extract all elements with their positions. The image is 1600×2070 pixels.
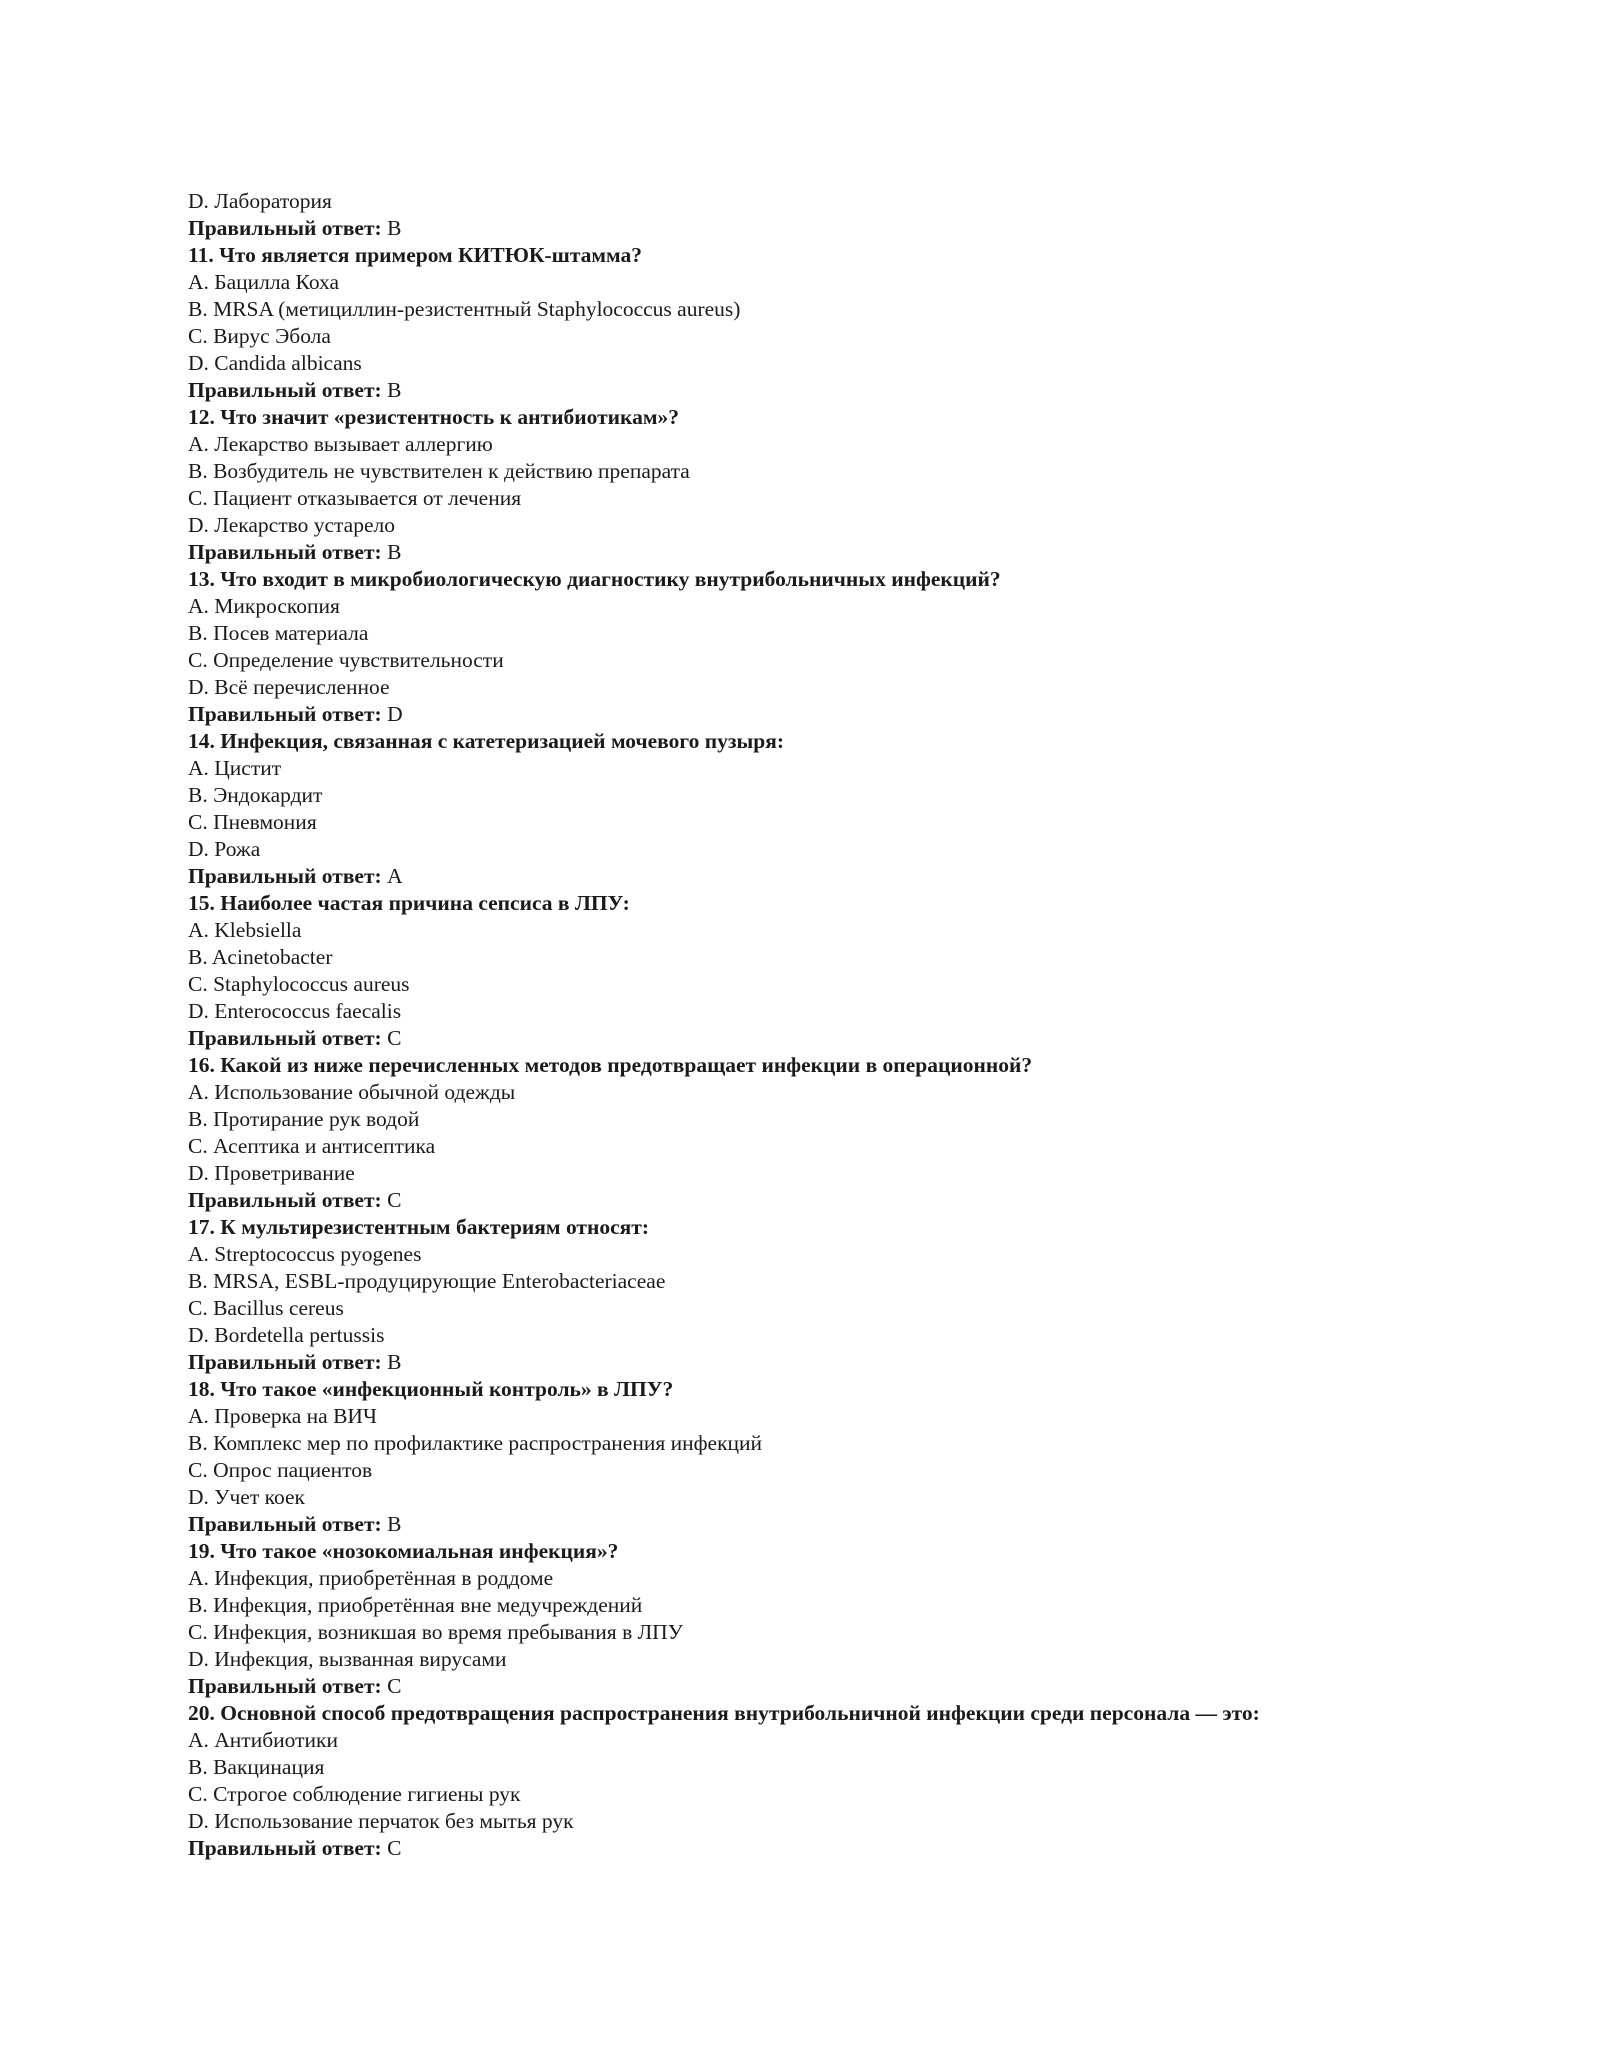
answer-label: Правильный ответ: bbox=[188, 216, 382, 240]
option-line: B. MRSA (метициллин-резистентный Staphylococcus aureus) bbox=[188, 297, 741, 321]
question-block bbox=[188, 890, 1468, 1052]
answer-line bbox=[188, 539, 1468, 566]
option-line: C. Пациент отказывается от лечения bbox=[188, 486, 522, 510]
answer-line bbox=[188, 377, 1468, 404]
answer-value: C bbox=[387, 1836, 402, 1860]
question-text: 19. Что такое «нозокомиальная инфекция»? bbox=[188, 1539, 619, 1563]
option-line: A. Бацилла Коха bbox=[188, 270, 340, 294]
option-line: D. Проветривание bbox=[188, 1161, 355, 1185]
answer-value: C bbox=[387, 1026, 402, 1050]
answer-value: B bbox=[387, 1512, 402, 1536]
answer-label: Правильный ответ: bbox=[188, 1674, 382, 1698]
question-text: 13. Что входит в микробиологическую диагностику внутрибольничных инфекций? bbox=[188, 567, 1001, 591]
question-block bbox=[188, 404, 1468, 566]
option-line: B. MRSA, ESBL-продуцирующие Enterobacteriaceae bbox=[188, 1269, 666, 1293]
question-list bbox=[188, 242, 1468, 1862]
answer-label: Правильный ответ: bbox=[188, 864, 382, 888]
answer-value: A bbox=[387, 864, 403, 888]
question-text: 14. Инфекция, связанная с катетеризацией мочевого пузыря: bbox=[188, 729, 785, 753]
answer-value: D bbox=[387, 702, 403, 726]
option-line: A. Инфекция, приобретённая в роддоме bbox=[188, 1566, 554, 1590]
question-text: 12. Что значит «резистентность к антибиотикам»? bbox=[188, 405, 680, 429]
question-block bbox=[188, 1700, 1468, 1862]
question-block bbox=[188, 728, 1468, 890]
answer-line bbox=[188, 1835, 1468, 1862]
option-line: D. Bordetella pertussis bbox=[188, 1323, 385, 1347]
option-line: C. Вирус Эбола bbox=[188, 324, 331, 348]
option-line: A. Использование обычной одежды bbox=[188, 1080, 516, 1104]
option-line: D. Enterococcus faecalis bbox=[188, 999, 402, 1023]
option-line: B. Вакцинация bbox=[188, 1755, 325, 1779]
question-block bbox=[188, 1376, 1468, 1538]
option-line: A. Микроскопия bbox=[188, 594, 340, 618]
option-line: B. Возбудитель не чувствителен к действию препарата bbox=[188, 459, 690, 483]
option-line: B. Комплекс мер по профилактике распространения инфекций bbox=[188, 1431, 763, 1455]
option-line: A. Проверка на ВИЧ bbox=[188, 1404, 377, 1428]
option-line: D. Учет коек bbox=[188, 1485, 305, 1509]
option-line: C. Строгое соблюдение гигиены рук bbox=[188, 1782, 521, 1806]
option-line: B. Посев материала bbox=[188, 621, 369, 645]
question-block bbox=[188, 566, 1468, 728]
option-line: C. Bacillus cereus bbox=[188, 1296, 344, 1320]
question-text: 17. К мультирезистентным бактериям относят: bbox=[188, 1215, 650, 1239]
answer-line bbox=[188, 1187, 1468, 1214]
answer-label: Правильный ответ: bbox=[188, 540, 382, 564]
option-line: B. Протирание рук водой bbox=[188, 1107, 420, 1131]
document-page bbox=[188, 188, 1468, 1862]
question-text: 16. Какой из ниже перечисленных методов предотвращает инфекции в операционной? bbox=[188, 1053, 1033, 1077]
answer-value: C bbox=[387, 1674, 402, 1698]
question-text: 15. Наиболее частая причина сепсиса в ЛПУ: bbox=[188, 891, 630, 915]
answer-line bbox=[188, 1349, 1468, 1376]
answer-line bbox=[188, 1673, 1468, 1700]
option-line: A. Лекарство вызывает аллергию bbox=[188, 432, 493, 456]
answer-line bbox=[188, 1511, 1468, 1538]
option-line: C. Определение чувствительности bbox=[188, 648, 504, 672]
answer-value: C bbox=[387, 1188, 402, 1212]
option-line: C. Staphylococcus aureus bbox=[188, 972, 410, 996]
question-block bbox=[188, 1214, 1468, 1376]
answer-label: Правильный ответ: bbox=[188, 1350, 382, 1374]
answer-line bbox=[188, 701, 1468, 728]
option-line: D. Всё перечисленное bbox=[188, 675, 390, 699]
option-line: A. Streptococcus pyogenes bbox=[188, 1242, 422, 1266]
answer-value: B bbox=[387, 378, 402, 402]
option-line: D. Candida albicans bbox=[188, 351, 362, 375]
answer-label: Правильный ответ: bbox=[188, 378, 382, 402]
answer-line bbox=[188, 863, 1468, 890]
option-line: A. Цистит bbox=[188, 756, 282, 780]
option-line: C. Асептика и антисептика bbox=[188, 1134, 436, 1158]
option-line: C. Пневмония bbox=[188, 810, 317, 834]
answer-label: Правильный ответ: bbox=[188, 1188, 382, 1212]
option-line: B. Эндокардит bbox=[188, 783, 323, 807]
option-line: B. Инфекция, приобретённая вне медучреждений bbox=[188, 1593, 643, 1617]
option-line: C. Опрос пациентов bbox=[188, 1458, 373, 1482]
option-line: A. Антибиотики bbox=[188, 1728, 338, 1752]
answer-line bbox=[188, 215, 1468, 242]
question-block bbox=[188, 1538, 1468, 1700]
option-line: A. Klebsiella bbox=[188, 918, 302, 942]
answer-value: B bbox=[387, 216, 402, 240]
question-text: 18. Что такое «инфекционный контроль» в ЛПУ? bbox=[188, 1377, 674, 1401]
option-line: B. Acinetobacter bbox=[188, 945, 333, 969]
question-block bbox=[188, 242, 1468, 404]
answer-value: B bbox=[387, 1350, 402, 1374]
answer-label: Правильный ответ: bbox=[188, 1512, 382, 1536]
question-text: 20. Основной способ предотвращения распространения внутрибольничной инфекции среди персонала — это: bbox=[188, 1701, 1260, 1725]
question-block bbox=[188, 1052, 1468, 1214]
option-line: D. Инфекция, вызванная вирусами bbox=[188, 1647, 507, 1671]
option-line: C. Инфекция, возникшая во время пребывания в ЛПУ bbox=[188, 1620, 683, 1644]
answer-line bbox=[188, 1025, 1468, 1052]
option-line: D. Использование перчаток без мытья рук bbox=[188, 1809, 574, 1833]
answer-label: Правильный ответ: bbox=[188, 702, 382, 726]
answer-label: Правильный ответ: bbox=[188, 1026, 382, 1050]
answer-label: Правильный ответ: bbox=[188, 1836, 382, 1860]
question-text: 11. Что является примером КИТЮК-штамма? bbox=[188, 243, 643, 267]
option-line: D. Рожа bbox=[188, 837, 261, 861]
option-line: D. Лекарство устарело bbox=[188, 513, 396, 537]
option-line: D. Лаборатория bbox=[188, 189, 332, 213]
answer-value: B bbox=[387, 540, 402, 564]
